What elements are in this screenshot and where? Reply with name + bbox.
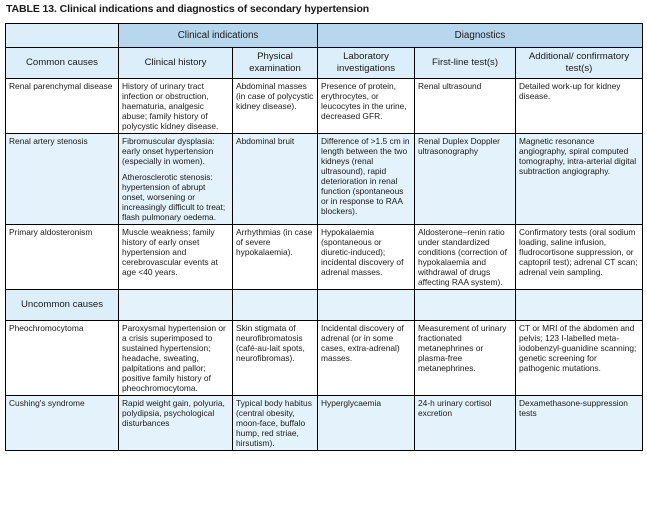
- table-row-cushing: [6, 396, 643, 451]
- table-row-pheochromocytoma: [6, 321, 643, 396]
- exam-cell: Abdominal bruit: [233, 134, 318, 225]
- cause-cell: Cushing's syndrome: [6, 396, 119, 451]
- history-cell: Muscle weakness; family history of early onset hypertension and cerebrovascular events at age <40 years.: [119, 225, 233, 290]
- confirm-cell: Magnetic resonance angiography, spiral computed tomography, intra-arterial digital subtraction angiography.: [516, 134, 643, 225]
- exam-cell: Arrhythmias (in case of severe hypokalaemia).: [233, 225, 318, 290]
- lab-cell: Incidental discovery of adrenal (or in some cases, extra-adrenal) masses.: [318, 321, 415, 396]
- lab-cell: Presence of protein, erythrocytes, or leucocytes in the urine, decreased GFR.: [318, 79, 415, 134]
- header-group-clinical: Clinical indications: [119, 24, 318, 48]
- empty-cell: [119, 290, 233, 321]
- lab-cell: Hypokalaemia (spontaneous or diuretic-induced); incidental discovery of adrenal masses.: [318, 225, 415, 290]
- confirm-cell: Confirmatory tests (oral sodium loading, saline infusion, fludrocortisone suppression, or captopril test); adrenal CT scan; adrenal vein sampling.: [516, 225, 643, 290]
- table-row-renal-parenchymal: [6, 79, 643, 134]
- header-blank-cell: [6, 24, 119, 48]
- first-line-cell: 24-h urinary cortisol excretion: [415, 396, 516, 451]
- lab-cell: Hyperglycaemia: [318, 396, 415, 451]
- section-uncommon-causes: Uncommon causes: [6, 290, 119, 321]
- cause-cell: Renal artery stenosis: [6, 134, 119, 225]
- cause-cell: Renal parenchymal disease: [6, 79, 119, 134]
- confirm-cell: CT or MRI of the abdomen and pelvis; 123 I-labelled meta-iodobenzyl-guanidine scanning; genetic screening for pathogenic mutations.: [516, 321, 643, 396]
- history-cell: History of urinary tract infection or obstruction, haematuria, analgesic abuse; family history of polycystic kidney disease.: [119, 79, 233, 134]
- first-line-cell: Aldosterone–renin ratio under standardized conditions (correction of hypokalaemia and withdrawal of drugs affecting RAA system).: [415, 225, 516, 290]
- secondary-hypertension-table: [5, 23, 643, 451]
- confirm-cell: Detailed work-up for kidney disease.: [516, 79, 643, 134]
- header-common-causes: Common causes: [6, 48, 119, 79]
- empty-cell: [233, 290, 318, 321]
- table-row-aldosteronism: [6, 225, 643, 290]
- first-line-cell: Renal ultrasound: [415, 79, 516, 134]
- confirm-cell: Dexamethasone-suppression tests: [516, 396, 643, 451]
- empty-cell: [516, 290, 643, 321]
- header-confirmatory-tests: Additional/ confirmatory test(s): [516, 48, 643, 79]
- exam-cell: Skin stigmata of neurofibromatosis (café-au-lait spots, neurofibromas).: [233, 321, 318, 396]
- table-row-renal-artery: [6, 134, 643, 225]
- empty-cell: [318, 290, 415, 321]
- exam-cell: Typical body habitus (central obesity, moon-face, buffalo hump, red striae, hirsutism).: [233, 396, 318, 451]
- table-title: TABLE 13. Clinical indications and diagnostics of secondary hypertension: [6, 3, 370, 15]
- section-row-uncommon: [6, 290, 643, 321]
- history-cell: Paroxysmal hypertension or a crisis superimposed to sustained hypertension; headache, sweating, palpitations and pallor; positive family history of pheochromocytoma.: [119, 321, 233, 396]
- history-cell: [119, 134, 233, 225]
- history-cell: Rapid weight gain, polyuria, polydipsia, psychological disturbances: [119, 396, 233, 451]
- lab-cell: Difference of >1.5 cm in length between the two kidneys (renal ultrasound), rapid deterioration in renal function (spontaneous or in response to RAA blockers).: [318, 134, 415, 225]
- cause-cell: Primary aldosteronism: [6, 225, 119, 290]
- header-laboratory-investigations: Laboratory investigations: [318, 48, 415, 79]
- empty-cell: [415, 290, 516, 321]
- history-atherosclerotic: Atherosclerotic stenosis: hypertension of abrupt onset, worsening or increasingly difficult to treat; flash pulmonary oedema.: [122, 172, 226, 222]
- header-group-diagnostics: Diagnostics: [318, 24, 643, 48]
- first-line-cell: Measurement of urinary fractionated metanephrines or plasma-free metanephrines.: [415, 321, 516, 396]
- header-first-line-tests: First-line test(s): [415, 48, 516, 79]
- first-line-cell: Renal Duplex Doppler ultrasonography: [415, 134, 516, 225]
- header-clinical-history: Clinical history: [119, 48, 233, 79]
- header-physical-examination: Physical examination: [233, 48, 318, 79]
- history-fibromuscular: Fibromuscular dysplasia: early onset hypertension (especially in women).: [122, 136, 215, 166]
- exam-cell: Abdominal masses (in case of polycystic kidney disease).: [233, 79, 318, 134]
- cause-cell: Pheochromocytoma: [6, 321, 119, 396]
